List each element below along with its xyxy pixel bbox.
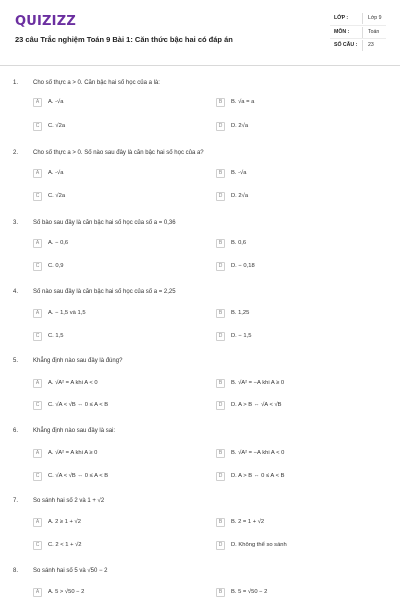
option-letter-box[interactable]: B <box>216 98 225 107</box>
question-number: 3. <box>13 220 19 226</box>
question-text: Số bào sau đây là căn bậc hai số học của số a = 0,36 <box>33 220 176 226</box>
option-letter-box[interactable]: B <box>216 588 225 597</box>
option-text: B. -√a <box>231 170 247 176</box>
question-text: Cho số thực a > 0. Số nào sau đây là căn bậc hai số học của a? <box>33 150 204 156</box>
meta-divider <box>362 13 363 24</box>
option-letter-box[interactable]: C <box>33 541 42 550</box>
option-text: B. √a = a <box>231 99 255 105</box>
option-letter-box[interactable]: D <box>216 332 225 341</box>
option-text: B. 5 = √50 − 2 <box>231 589 268 595</box>
option-letter-box[interactable]: A <box>33 98 42 107</box>
option-text: A. − 0,6 <box>48 240 69 246</box>
option-text: C. √A < √B ⇔ 0 ≤ A < B <box>48 473 109 479</box>
option-letter-box[interactable]: C <box>33 401 42 410</box>
meta-label: SỐ CÂU : <box>334 42 358 48</box>
option-text: D. − 0,18 <box>231 263 255 269</box>
option-letter-box[interactable]: B <box>216 169 225 178</box>
worksheet-title: 23 câu Trắc nghiệm Toán 9 Bài 1: Căn thức bậc hai có đáp án <box>15 35 233 44</box>
option-text: A. -√a <box>48 99 64 105</box>
option-text: D. A > B ⇔ 0 ≤ A < B <box>231 473 285 479</box>
meta-value: Lớp 9 <box>368 15 382 21</box>
option-letter-box[interactable]: B <box>216 449 225 458</box>
option-letter-box[interactable]: A <box>33 169 42 178</box>
meta-label: LỚP : <box>334 15 349 21</box>
meta-label: MÔN : <box>334 29 350 35</box>
question-text: So sánh hai số 2 và 1 + √2 <box>33 498 105 504</box>
option-text: A. 2 ≥ 1 + √2 <box>48 519 81 525</box>
question-text: So sánh hai số 5 và √50 − 2 <box>33 568 108 574</box>
option-text: B. √A² = −A khi A < 0 <box>231 450 285 456</box>
meta-divider <box>362 40 363 51</box>
worksheet-header <box>0 0 400 66</box>
option-letter-box[interactable]: D <box>216 122 225 131</box>
option-letter-box[interactable]: D <box>216 541 225 550</box>
question-text: Khẳng định nào sau đây là đúng? <box>33 358 123 364</box>
quizizz-logo: QUIZIZZ <box>15 14 76 29</box>
option-text: C. 0,9 <box>48 263 64 269</box>
option-text: A. − 1,5 và 1,5 <box>48 310 86 316</box>
option-letter-box[interactable]: B <box>216 309 225 318</box>
option-text: C. √A < √B ⇔ 0 ≤ A < B <box>48 402 109 408</box>
meta-value: Toán <box>368 29 380 35</box>
option-letter-box[interactable]: D <box>216 192 225 201</box>
question-number: 6. <box>13 428 19 434</box>
option-text: A. 5 > √50 − 2 <box>48 589 85 595</box>
option-letter-box[interactable]: A <box>33 379 42 388</box>
option-text: D. Không thể so sánh <box>231 542 287 548</box>
option-letter-box[interactable]: A <box>33 449 42 458</box>
option-text: A. √A² = A khi A ≥ 0 <box>48 450 98 456</box>
option-letter-box[interactable]: C <box>33 472 42 481</box>
option-letter-box[interactable]: B <box>216 239 225 248</box>
question-number: 2. <box>13 150 19 156</box>
option-text: B. 0,6 <box>231 240 247 246</box>
option-text: D. 2√a <box>231 123 249 129</box>
question-text: Cho số thực a > 0. Căn bậc hai số học của a là: <box>33 80 160 86</box>
option-letter-box[interactable]: B <box>216 379 225 388</box>
meta-divider <box>362 27 363 38</box>
meta-row-subject <box>330 25 386 38</box>
option-letter-box[interactable]: A <box>33 239 42 248</box>
option-letter-box[interactable]: A <box>33 518 42 527</box>
option-text: D. 2√a <box>231 193 249 199</box>
question-text: Khẳng định nào sau đây là sai: <box>33 428 116 434</box>
option-letter-box[interactable]: D <box>216 401 225 410</box>
option-text: C. 2 < 1 + √2 <box>48 542 82 548</box>
meta-value: 23 <box>368 42 374 48</box>
worksheet-meta <box>330 12 386 51</box>
question-number: 7. <box>13 498 19 504</box>
option-text: C. √2a <box>48 123 66 129</box>
option-letter-box[interactable]: D <box>216 472 225 481</box>
option-letter-box[interactable]: A <box>33 309 42 318</box>
meta-row-class <box>330 12 386 25</box>
option-text: A. -√a <box>48 170 64 176</box>
option-letter-box[interactable]: C <box>33 262 42 271</box>
question-number: 8. <box>13 568 19 574</box>
option-letter-box[interactable]: C <box>33 332 42 341</box>
question-number: 1. <box>13 80 19 86</box>
option-letter-box[interactable]: D <box>216 262 225 271</box>
option-text: B. 1,25 <box>231 310 250 316</box>
question-number: 4. <box>13 289 19 295</box>
option-text: C. √2a <box>48 193 66 199</box>
option-text: A. √A² = A khi A < 0 <box>48 380 98 386</box>
question-text: Số nào sau đây là căn bậc hai số học của số a = 2,25 <box>33 289 176 295</box>
option-text: B. 2 = 1 + √2 <box>231 519 265 525</box>
option-letter-box[interactable]: C <box>33 192 42 201</box>
option-text: C. 1,5 <box>48 333 64 339</box>
option-text: B. √A² = −A khi A ≥ 0 <box>231 380 285 386</box>
question-number: 5. <box>13 358 19 364</box>
option-letter-box[interactable]: C <box>33 122 42 131</box>
option-letter-box[interactable]: A <box>33 588 42 597</box>
option-text: D. A > B ⇔ √A < √B <box>231 402 282 408</box>
meta-row-question-count <box>330 38 386 51</box>
option-text: D. − 1,5 <box>231 333 252 339</box>
option-letter-box[interactable]: B <box>216 518 225 527</box>
